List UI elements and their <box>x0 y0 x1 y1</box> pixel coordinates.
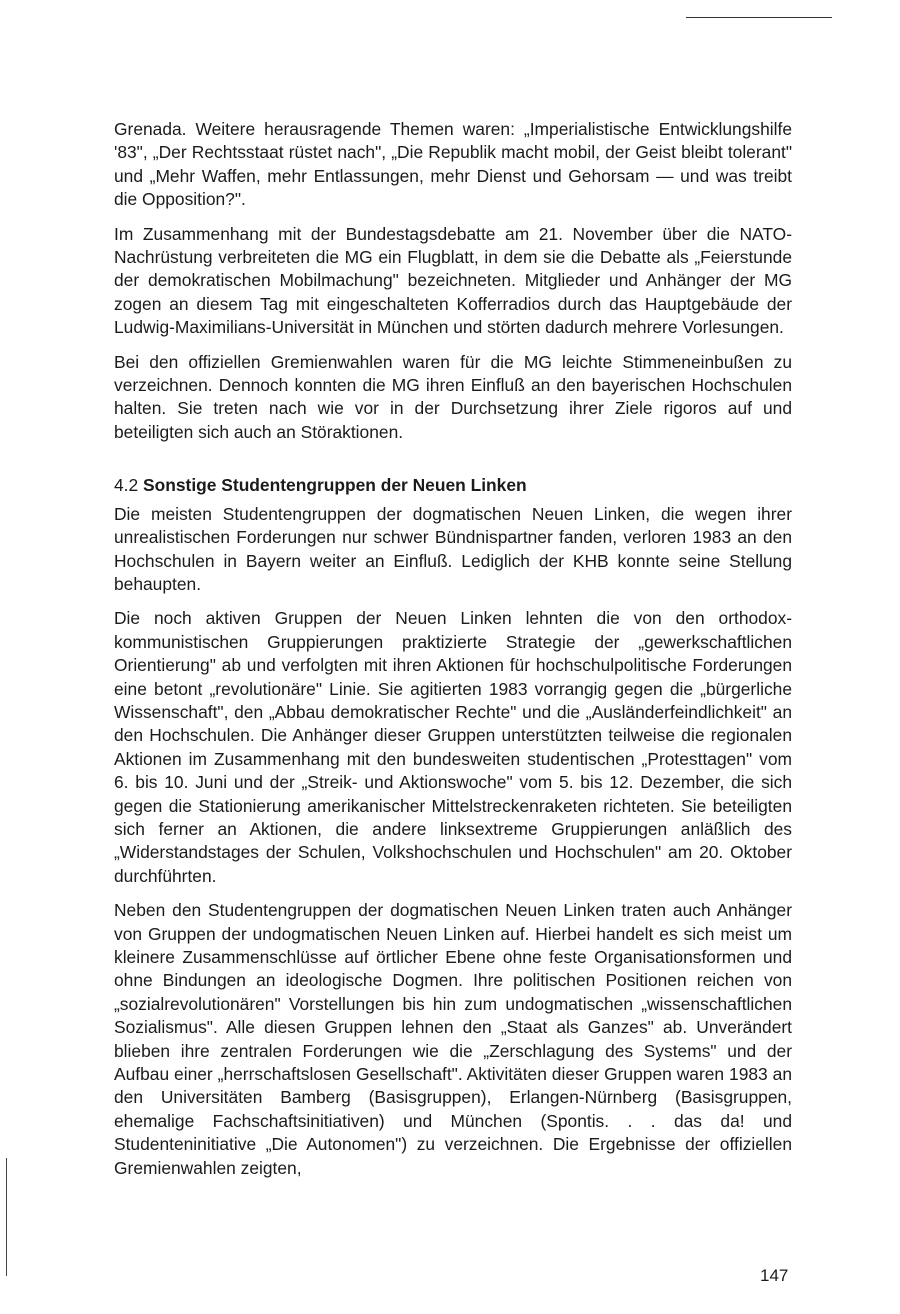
paragraph-aktive-gruppen: Die noch aktiven Gruppen der Neuen Linken lehnten die von den orthodox-kommunistischen Gruppierungen praktizierte Strategie der „gewerkschaftlichen Orientierung" ab und verfolgten mit ihren Aktionen für hochschulpolitische Forderungen eine betont „revolutionäre" Linie. Sie agitierten 1983 vorrangig gegen die „bürgerliche Wissenschaft", den „Abbau demokratischer Rechte" und die „Ausländerfeindlichkeit" an den Hochschulen. Die Anhänger dieser Gruppen unterstützten teilweise die regionalen Aktionen im Zusammenhang mit den bundesweiten studentischen „Protesttagen" vom 6. bis 10. Juni und der „Streik- und Aktionswoche" vom 5. bis 12. Dezember, die sich gegen die Stationierung amerikanischer Mittelstreckenraketen richteten. Sie beteiligten sich ferner an Aktionen, die andere linksextreme Gruppierungen anläßlich des „Widerstandstages der Schulen, Volkshochschulen und Hochschulen" am 20. Oktober durchführten. <box>114 608 792 886</box>
page-body <box>114 118 792 1191</box>
margin-rule <box>6 1158 7 1276</box>
page-number: 147 <box>760 1266 789 1285</box>
paragraph-grenada: Grenada. Weitere herausragende Themen waren: „Imperialistische Entwicklungshilfe '83", „Der Rechtsstaat rüstet nach", „Die Republik macht mobil, der Geist bleibt tolerant" und „Mehr Waffen, mehr Entlassungen, mehr Dienst und Gehorsam — und was treibt die Opposition?". <box>114 119 792 210</box>
paragraph-bundestagsdebatte: Im Zusammenhang mit der Bundestagsdebatte am 21. November über die NATO-Nachrüstung verbreiteten die MG ein Flugblatt, in dem sie die Debatte als „Feierstunde der demokratischen Mobilmachung" bezeichneten. Mitglieder und Anhänger der MG zogen an diesem Tag mit eingeschalteten Kofferradios durch das Hauptgebäude der Ludwig-Maximilians-Universität in München und störten dadurch mehrere Vorlesungen. <box>114 223 792 338</box>
paragraph-dogmatische-gruppen: Die meisten Studentengruppen der dogmatischen Neuen Linken, die wegen ihrer unrealistischen Forderungen nur schwer Bündnispartner fanden, verloren 1983 an den Hochschulen in Bayern weiter an Einfluß. Lediglich der KHB konnte seine Stellung behaupten. <box>114 503 792 594</box>
paragraph-undogmatische-gruppen: Neben den Studentengruppen der dogmatischen Neuen Linken traten auch Anhänger von Gruppen der undogmatischen Neuen Linken auf. Hierbei handelt es sich meist um kleinere Zusammenschlüsse auf örtlicher Ebene ohne feste Organisationsformen und ohne Bindungen an ideologische Dogmen. Ihre politischen Positionen reichen von „sozialrevolutionären" Vorstellungen bis hin zum undogmatischen „wissenschaftlichen Sozialismus". Alle diesen Gruppen lehnen den „Staat als Ganzes" ab. Unverändert blieben ihre zentralen Forderungen wie die „Zerschlagung des Systems" und der Aufbau einer „herrschaftslosen Gesellschaft". Aktivitäten dieser Gruppen waren 1983 an den Universitäten Bamberg (Basisgruppen), Erlangen-Nürnberg (Basisgruppen, ehemalige Fachschaftsinitiativen) und München (Spontis. . . das da! und Studenteninitiative „Die Autonomen") zu verzeichnen. Die Ergebnisse der offiziellen Gremienwahlen zeigten, <box>114 900 792 1178</box>
top-rule <box>686 17 832 18</box>
section-title: Sonstige Studentengruppen der Neuen Linken <box>143 475 527 496</box>
section-number: 4.2 <box>114 475 139 496</box>
section-heading <box>114 474 792 497</box>
paragraph-gremienwahlen: Bei den offiziellen Gremienwahlen waren für die MG leichte Stimmeneinbußen zu verzeichnen. Dennoch konnten die MG ihren Einfluß an den bayerischen Hochschulen halten. Sie treten nach wie vor in der Durchsetzung ihrer Ziele rigoros auf und beteiligten sich auch an Störaktionen. <box>114 351 792 442</box>
